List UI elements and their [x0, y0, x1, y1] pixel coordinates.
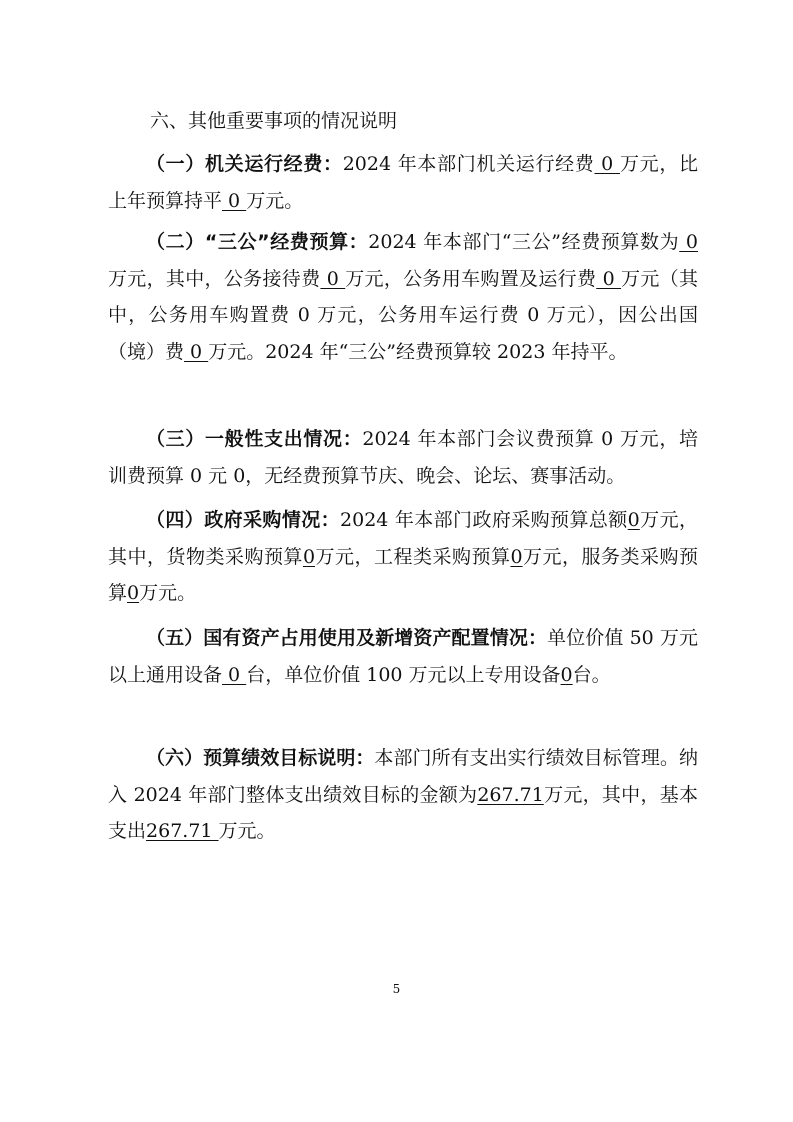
section-state-assets: （五）国有资产占用使用及新增资产配置情况：单位价值 50 万元以上通用设备 0 台，单位价值 100 万元以上专用设备0台。 — [108, 627, 698, 686]
section-general-expenses: （三）一般性支出情况：2024 年本部门会议费预算 0 万元，培训费预算 0 元 0，无经费预算节庆、晚会、论坛、赛事活动。 — [108, 428, 698, 487]
value: 0 — [222, 189, 247, 212]
section-three-public-expenses: （二）“三公”经费预算：2024 年本部门“三公”经费预算数为 0 万元，其中，公务接待费 0 万元，公务用车购置及运行费 0 万元（其中，公务用车购置费 0 万元，公务用车运行费 0 万元），因公出国（境）费 0 万元。2024 年“三公”经费预算较 2023 年持平。 — [108, 231, 698, 363]
section-title: （一）机关运行经费： — [146, 153, 343, 175]
section-title: （五）国有资产占用使用及新增资产配置情况： — [146, 627, 548, 649]
value: 267.71 — [477, 783, 544, 806]
value: 0 — [184, 340, 209, 363]
value: 0 — [127, 582, 140, 604]
value: 0 — [510, 545, 523, 568]
value: 0 — [222, 663, 247, 686]
value: 0 — [320, 267, 346, 290]
section-title: （四）政府采购情况： — [146, 509, 341, 531]
section-title: （六）预算绩效目标说明： — [146, 747, 375, 769]
section-title: （三）一般性支出情况： — [146, 428, 363, 450]
section-performance-targets: （六）预算绩效目标说明：本部门所有支出实行绩效目标管理。纳入 2024 年部门整体支出绩效目标的金额为267.71万元，其中，基本支出267.71 万元。 — [108, 747, 698, 842]
section-heading: 六、其他重要事项的情况说明 — [150, 110, 398, 132]
value: 0 — [302, 545, 316, 568]
value: 0 — [594, 153, 620, 175]
page-number: 5 — [392, 982, 401, 996]
value: 0 — [627, 509, 640, 531]
section-government-procurement: （四）政府采购情况：2024 年本部门政府采购预算总额0万元，其中，货物类采购预算0万元，工程类采购预算0万元，服务类采购预算0万元。 — [108, 509, 698, 604]
value: 267.71 — [146, 820, 219, 842]
section-title: （二）“三公”经费预算： — [146, 231, 369, 253]
value: 0 — [596, 267, 622, 290]
value: 0 — [679, 231, 698, 253]
value: 0 — [560, 663, 573, 686]
section-operating-expenses: （一）机关运行经费：2024 年本部门机关运行经费 0 万元，比上年预算持平 0 万元。 — [108, 153, 698, 212]
